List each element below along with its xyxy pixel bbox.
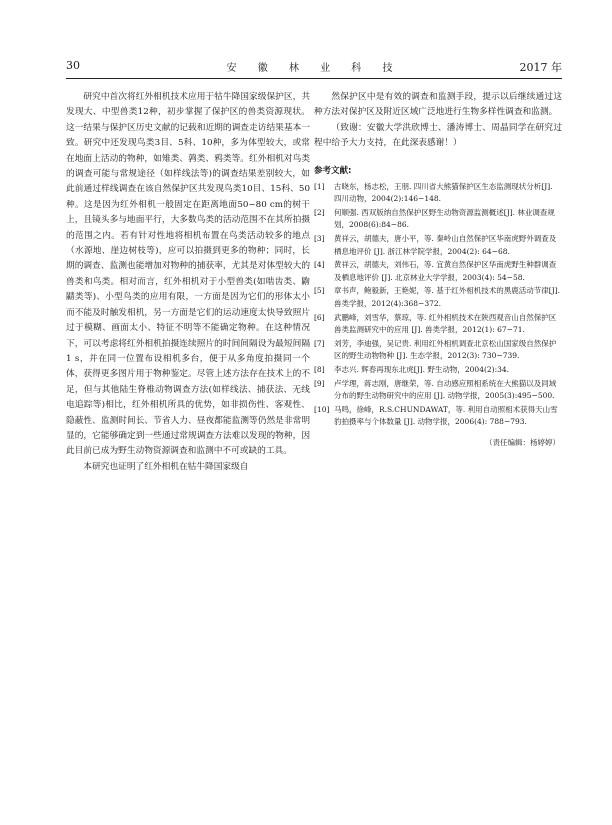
- reference-text: 黄祥云，胡德夫，唐小平，等. 秦岭山自然保护区华南虎野外调查及栖息地评价 [J]. 浙江林学院学报，2004(2): 64−68.: [334, 234, 557, 256]
- references-heading: 参考文献:: [314, 165, 352, 176]
- publication-year: 2017 年: [519, 61, 562, 74]
- body-paragraph: 研究中首次将红外相机技术应用于牯牛降国家级保护区，共发现大、中型兽类12种，初步掌握了保护区的兽类资源现状。这一结果与保护区历史文献的记载和近期的调查走访结果基本一致。研究中还发现鸟类3目、5科、10种，多为体型较大，或常在地面上活动的物种，如雉类、鹑类、鸦类等。红外相机对鸟类的调查可能与常规途径（如样线法等)的调查结果差别较大，如此前通过样线调查在该自然保护区共发现鸟类10目、15科、50种。这是因为红外相机一般固定在距离地面50~80 cm的树干上，且镜头多与地面平行，大多数鸟类的活动范围不在其所拍摄的范围之内。若有针对性地将相机布置在鸟类活动较多的地点（水源地、崖边树枝等)，应可以拍摄到更多的物种；同时，长期的调查、监测也能增加对物种的捕获率，尤其是对体型较大的兽类和鸟类。相对而言，红外相机对于小型兽类(如啮齿类、鼩鼱类等)、小型鸟类的应用有限，一方面是因为它们的形体太小而不能及时触发相机，另一方面是它们的运动速度太快导致照片过于模糊、画面太小、特征不明等不能确定物种。在这种情况下，可以考虑将红外相机拍摄连续照片的时间间隔设为最短间隔1 s，并在同一位置布设相机多台，便于从多角度拍摄同一个体，获得更多图片用于物种鉴定。尽管上述方法存在技术上的不足，但与其他陆生脊椎动物调查方法(如样线法、捕获法、无线电追踪等)相比，红外相机所具的优势，如非损伤性、客观性、隐蔽性、监测时间长、节省人力、昼夜都能监测等仍然是非常明显的，它能够确定到一些通过常规调查方法难以发现的物种，因此目前已成为野生动物资源调查和监测中不可或缺的工具。: [66, 92, 310, 457]
- reference-list: [314, 181, 562, 429]
- reference-number: [6]: [314, 312, 325, 322]
- reference-number: [1]: [314, 181, 325, 191]
- reference-item: [314, 285, 562, 310]
- responsible-editor: （责任编辑：杨婷婷）: [485, 437, 560, 447]
- reference-item: [314, 338, 562, 363]
- reference-item: [314, 364, 562, 377]
- reference-number: [9]: [314, 378, 325, 388]
- reference-number: [10]: [314, 404, 330, 414]
- reference-item: [314, 259, 562, 284]
- reference-item: [314, 207, 562, 232]
- reference-text: 武鹏峰，刘雪华，蔡琼，等. 红外相机技术在陕西观音山自然保护区兽类监测研究中的应用 [J]. 兽类学报，2012(1): 67−71.: [334, 312, 557, 335]
- reference-item: [314, 233, 562, 258]
- reference-number: [2]: [314, 207, 325, 217]
- reference-item: [314, 378, 562, 403]
- journal-title: 安 徽 林 业 科 技: [226, 63, 402, 74]
- reference-item: [314, 312, 562, 337]
- reference-text: 刘芳，李迪强，吴记贵. 利用红外相机调查北京松山国家级自然保护区的野生动物物种 [J]. 生态学报，2012(3): 730−739.: [334, 338, 557, 361]
- reference-number: [4]: [314, 260, 325, 270]
- reference-text: 章书声，鲍毅新，王艳妮，等. 基于红外相机技术的黑鹿活动节律[J]. 兽类学报，2012(4):368−372.: [334, 286, 561, 308]
- reference-number: [3]: [314, 234, 325, 243]
- header-rule: [66, 78, 562, 79]
- body-paragraph-continued: 然保护区中是有效的调查和监测手段，提示以后继续通过这种方法对保护区及附近区域广泛地进行生物多样性调查和监测。: [314, 92, 562, 118]
- acknowledgement: （致谢：安徽大学洪欣博士、潘涛博士、周晶同学在研究过程中给予大力支持，在此深表感谢！）: [314, 122, 562, 149]
- reference-item: [314, 404, 562, 429]
- reference-text: 卢学理，蒋志刚，唐继荣，等. 自动感应照相系统在大熊猫以及同域分布的野生动物研究中的应用 [J]. 动物学报，2005(3):495−500.: [334, 378, 557, 401]
- body-paragraph: 本研究也证明了红外相机在牯牛降国家级自: [83, 461, 249, 472]
- reference-text: 马鸣，徐峰，R.S.CHUNDAWAT，等. 利用自动照相术获得天山雪豹拍摄率与个体数量 [J]. 动物学报，2006(4): 788−793.: [334, 404, 558, 427]
- reference-text: 何顺强. 西双版纳自然保护区野生动物资源监测概述[J]. 林业调查规划，2008(6):84−86.: [334, 207, 555, 230]
- right-column: [314, 90, 562, 448]
- reference-text: 李志兴. 辉春再现东北虎[J]. 野生动物，2004(2):34.: [334, 364, 510, 374]
- reference-text: 黄祥云，胡德夫，刘伟石，等. 宜黄自然保护区华南虎野生种群调查及栖息地评价 [J]. 北京林业大学学报，2003(4): 54−58.: [334, 260, 557, 282]
- reference-item: [314, 181, 562, 206]
- page-number: 30: [66, 59, 80, 72]
- reference-number: [5]: [314, 286, 325, 296]
- reference-number: [8]: [314, 364, 325, 374]
- left-column: [66, 90, 310, 475]
- reference-text: 古晓东，杨志松，王朋. 四川省大熊猫保护区生态监测现状分析[J]. 四川动物，2004(2):146−148.: [334, 181, 553, 204]
- reference-number: [7]: [314, 338, 325, 348]
- page-header: [66, 55, 562, 77]
